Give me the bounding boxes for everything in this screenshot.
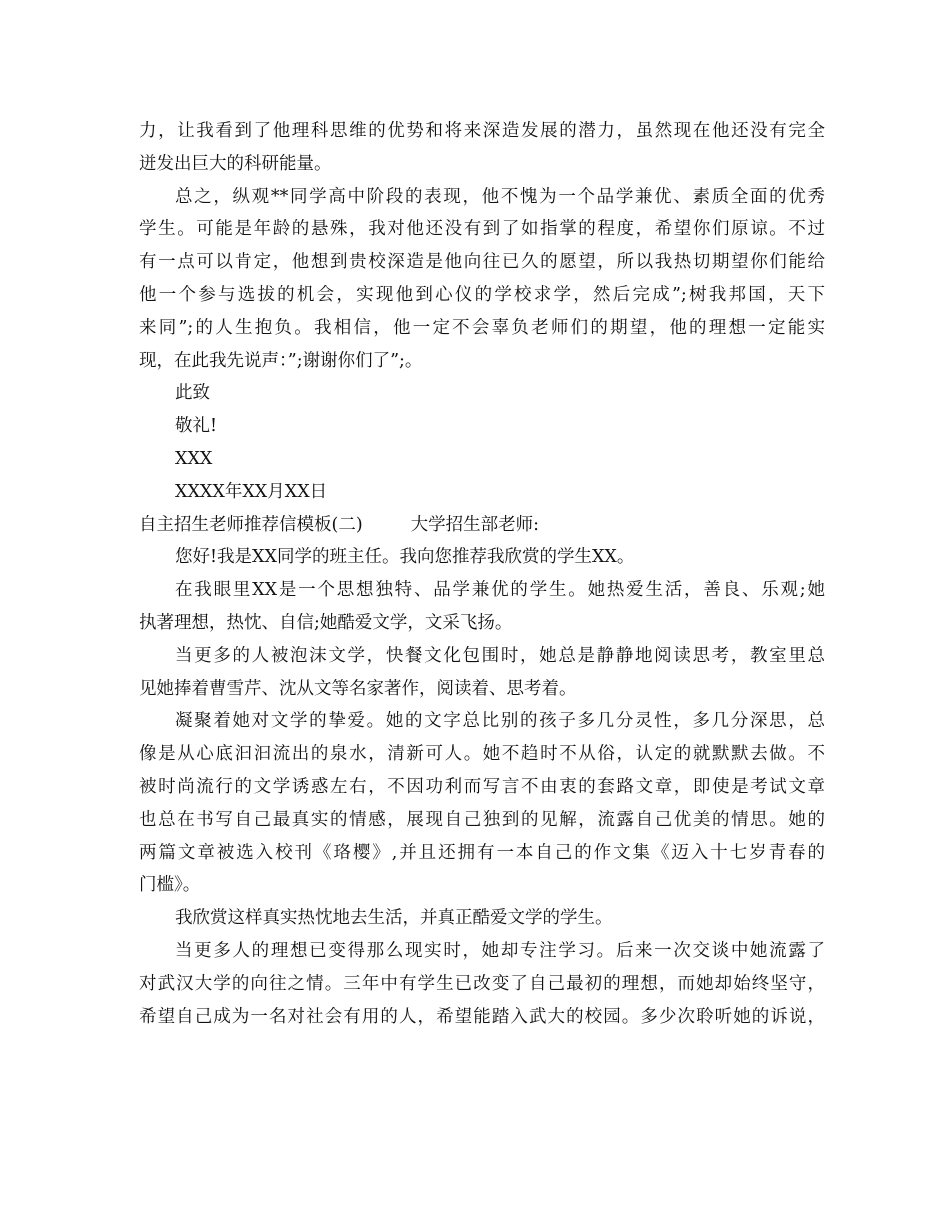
text-line: 来同”;的人生抱负。我相信，他一定不会辜负老师们的期望，他的理想一定能实: [139, 317, 825, 338]
text-line: 执著理想，热忱、自信;她酷爱文学，文采飞扬。: [139, 612, 513, 633]
closing-line: 此致: [175, 383, 210, 404]
text-line: 他一个参与选拔的机会，实现他到心仪的学校求学，然后完成”;树我邦国，天下: [139, 284, 825, 305]
text-line: 在我眼里XX是一个思想独特、品学兼优的学生。她热爱生活，善良、乐观;她: [175, 580, 825, 601]
text-line: 当更多的人被泡沫文学，快餐文化包围时，她总是静静地阅读思考，教室里总: [175, 645, 825, 666]
salutation-line: 敬礼!: [175, 416, 218, 437]
text-line: 被时尚流行的文学诱惑左右，不因功利而写言不由衷的套路文章，即使是考试文章: [139, 776, 825, 797]
text-line: 有一点可以肯定，他想到贵校深造是他向往已久的愿望，所以我热切期望你们能给: [139, 252, 825, 273]
text-line: 对武汉大学的向往之情。三年中有学生已改变了自己最初的理想，而她却始终坚守，: [139, 973, 825, 994]
text-line: 力，让我看到了他理科思维的优势和将来深造发展的潜力，虽然现在他还没有完全: [139, 121, 825, 141]
section-title: 自主招生老师推荐信模板(二): [139, 514, 363, 535]
text-line: 也总在书写自己最真实的情感，展现自己独到的见解，流露自己优美的情思。她的: [139, 809, 825, 830]
letter-body: [139, 115, 825, 1033]
section-heading-line: [139, 509, 825, 542]
text-line: 现，在此我先说声：”;谢谢你们了”;。: [139, 350, 423, 371]
text-line: 像是从心底汩汩流出的泉水，清新可人。她不趋时不从俗，认定的就默默去做。不: [139, 744, 825, 765]
text-line: 总之，纵观**同学高中阶段的表现，他不愧为一个品学兼优、素质全面的优秀: [175, 186, 825, 207]
text-line: 见她捧着曹雪芹、沈从文等名家著作，阅读着、思考着。: [139, 678, 577, 699]
text-line: 迸发出巨大的科研能量。: [139, 153, 332, 174]
text-line: 凝聚着她对文学的挚爱。她的文字总比别的孩子多几分灵性，多几分深思，总: [175, 711, 825, 732]
text-line: 我欣赏这样真实热忱地去生活，并真正酷爱文学的学生。: [175, 908, 613, 929]
date-line: XXXX年XX月XX日: [175, 481, 328, 502]
recipient: 大学招生部老师:: [410, 514, 540, 535]
signature-line: XXX: [175, 448, 213, 469]
text-line: 学生。可能是年龄的悬殊，我对他还没有到了如指掌的程度，希望你们原谅。不过: [139, 219, 825, 240]
text-line: 门槛》。: [139, 875, 201, 896]
text-line: 希望自己成为一名对社会有用的人，希望能踏入武大的校园。多少次聆听她的诉说，: [139, 1006, 825, 1027]
text-line: 您好!我是XX同学的班主任。我向您推荐我欣赏的学生XX。: [175, 547, 635, 568]
text-line: 当更多人的理想已变得那么现实时，她却专注学习。后来一次交谈中她流露了: [175, 940, 825, 961]
text-line: 两篇文章被选入校刊《珞樱》,并且还拥有一本自己的作文集《迈入十七岁青春的: [139, 842, 825, 863]
